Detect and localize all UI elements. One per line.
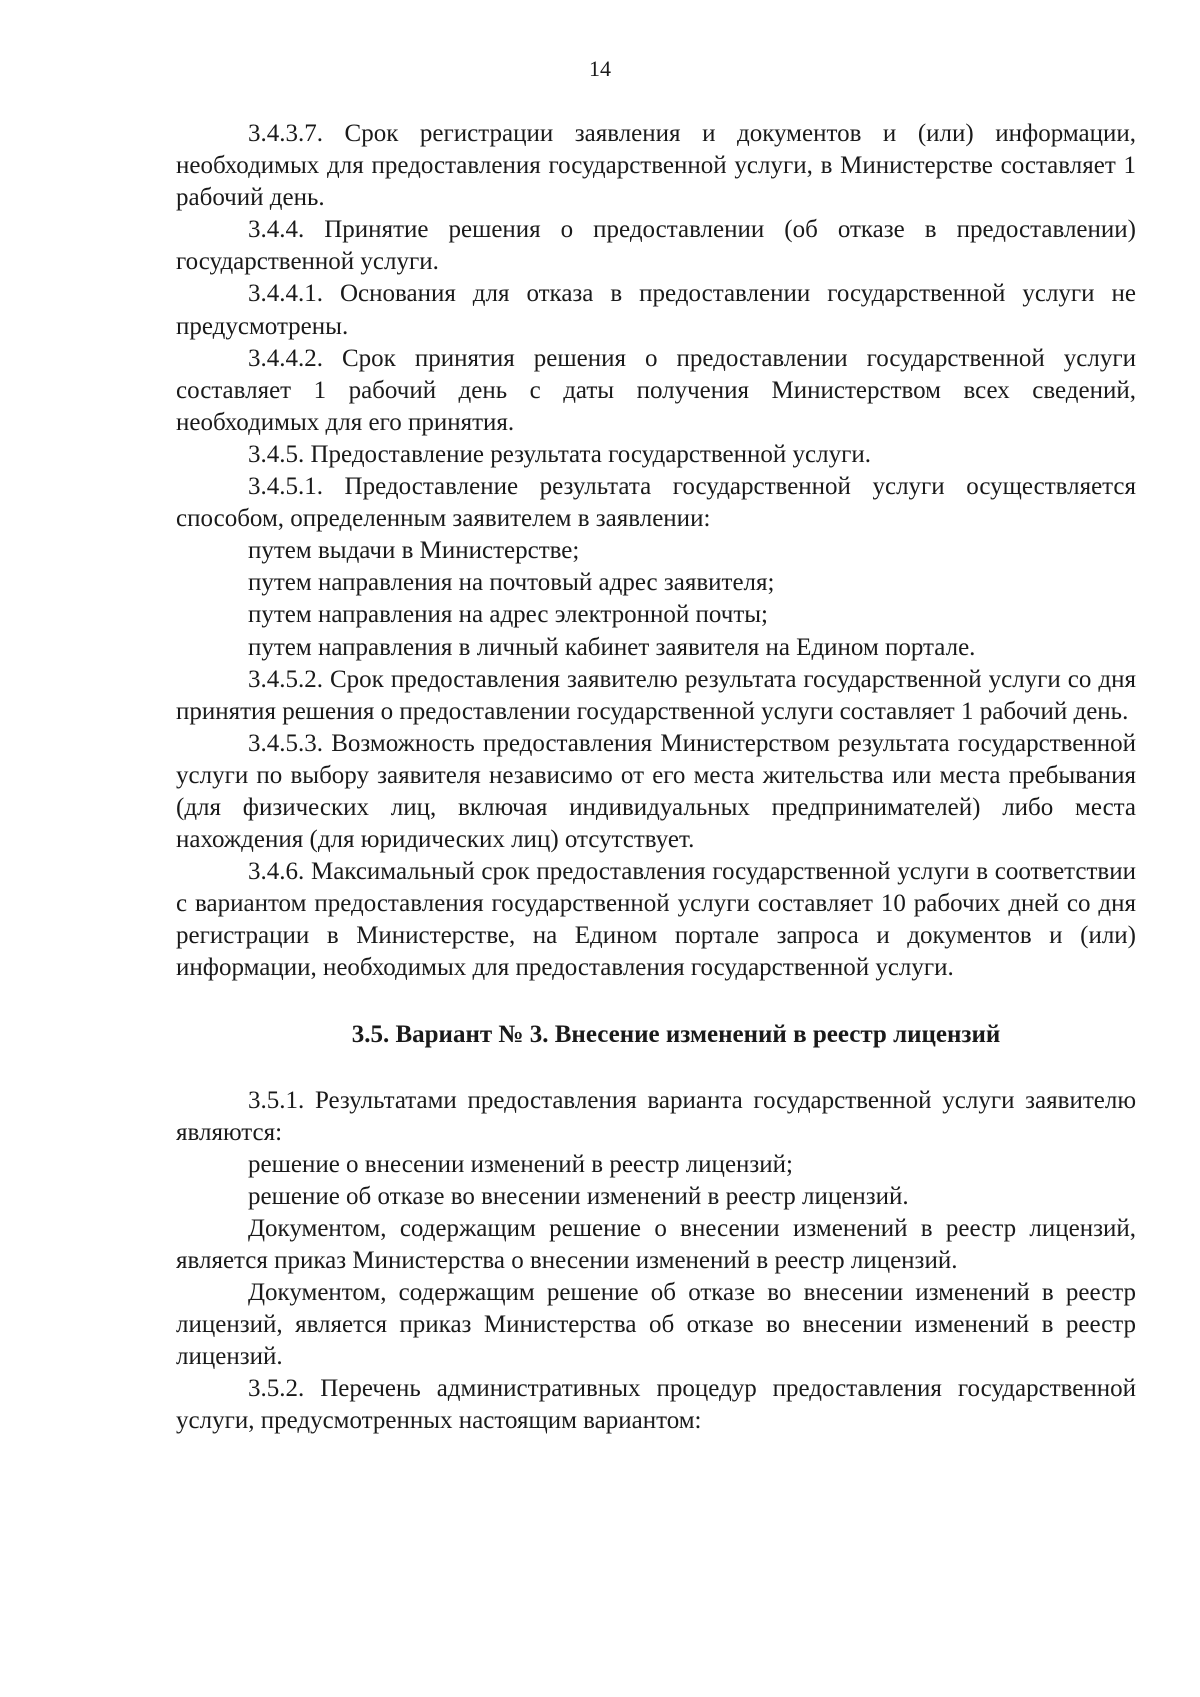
paragraph-3-4-5-3: 3.4.5.3. Возможность предоставления Министерством результата государственной услуги по выбору заявителя независимо от его места жительства или места пребывания (для физических лиц, включая индивидуальных предпринимателей) либо места нахождения (для юридических лиц) отсутствует.: [176, 729, 1136, 854]
paragraph-3-4-6: 3.4.6. Максимальный срок предоставления государственной услуги в соответствии с вариантом предоставления государственной услуги составляет 10 рабочих дней со дня регистрации в Министерстве, на Едином портале запроса и документов и (или) информации, необходимых для предоставления государственной услуги.: [176, 858, 1136, 982]
paragraph-3-5-1: 3.5.1. Результатами предоставления варианта государственной услуги заявителю являются:: [176, 1086, 1136, 1146]
list-item: путем направления в личный кабинет заявителя на Едином портале.: [248, 633, 976, 661]
paragraph-3-4-5: 3.4.5. Предоставление результата государственной услуги.: [248, 440, 871, 468]
list-item: путем выдачи в Министерстве;: [248, 537, 580, 565]
paragraph-3-4-5-2: 3.4.5.2. Срок предоставления заявителю результата государственной услуги со дня принятия решения о предоставлении государственной услуги составляет 1 рабочий день.: [176, 665, 1136, 725]
list-item: решение о внесении изменений в реестр лицензий;: [248, 1150, 793, 1178]
paragraph-3-4-4: 3.4.4. Принятие решения о предоставлении (об отказе в предоставлении) государственной услуги.: [176, 216, 1136, 276]
paragraph-3-4-3-7: 3.4.3.7. Срок регистрации заявления и документов и (или) информации, необходимых для предоставления государственной услуги, в Министерстве составляет 1 рабочий день.: [176, 120, 1136, 212]
paragraph-3-4-4-2: 3.4.4.2. Срок принятия решения о предоставлении государственной услуги составляет 1 рабочий день с даты получения Министерством всех сведений, необходимых для его принятия.: [176, 344, 1136, 436]
paragraph-3-5-2: 3.5.2. Перечень административных процедур предоставления государственной услуги, предусмотренных настоящим вариантом:: [176, 1375, 1136, 1435]
list-item: решение об отказе во внесении изменений в реестр лицензий.: [248, 1182, 909, 1210]
paragraph-document-decision: Документом, содержащим решение о внесении изменений в реестр лицензий, является приказ Министерства о внесении изменений в реестр лицензий.: [176, 1214, 1136, 1274]
list-item: путем направления на почтовый адрес заявителя;: [248, 569, 775, 597]
paragraph-3-4-5-1: 3.4.5.1. Предоставление результата государственной услуги осуществляется способом, определенным заявителем в заявлении:: [176, 473, 1136, 533]
section-heading-3-5: 3.5. Вариант № 3. Внесение изменений в реестр лицензий: [351, 1020, 1001, 1048]
paragraph-3-4-4-1: 3.4.4.1. Основания для отказа в предоставлении государственной услуги не предусмотрены.: [176, 280, 1136, 340]
document-body: [176, 118, 1136, 1438]
list-item: путем направления на адрес электронной почты;: [248, 601, 769, 629]
page-number: 14: [589, 56, 611, 81]
paragraph-document-refusal: Документом, содержащим решение об отказе во внесении изменений в реестр лицензий, является приказ Министерства об отказе во внесении изменений в реестр лицензий.: [176, 1279, 1136, 1371]
